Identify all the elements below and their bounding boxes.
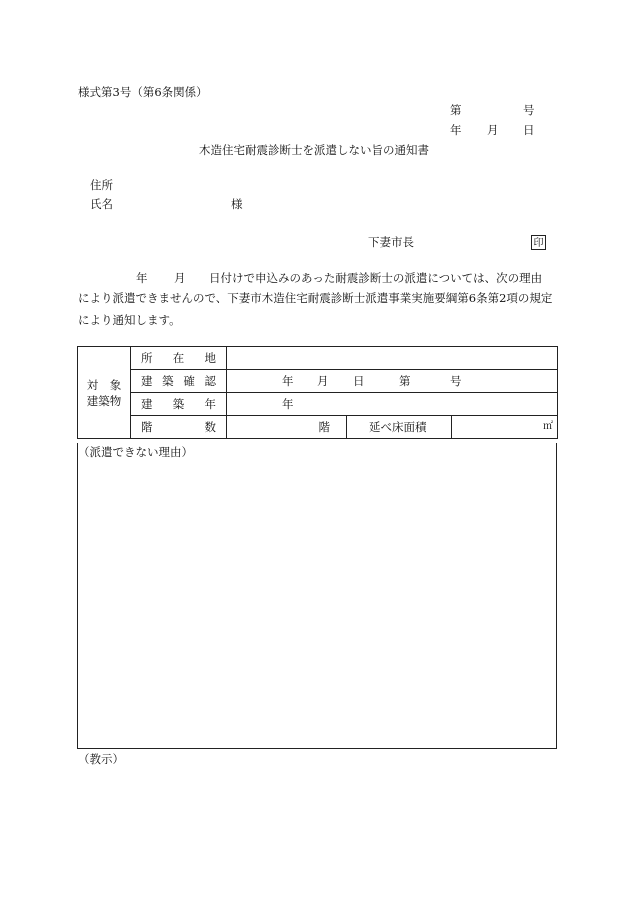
building-confirmation-value[interactable] xyxy=(227,370,558,393)
floors-label: 階 数 xyxy=(131,416,227,439)
reason-label: （派遣できない理由） xyxy=(78,445,193,459)
floor-area-label: 延べ床面積 xyxy=(347,416,452,439)
confirm-day-label: 日 xyxy=(353,374,365,388)
building-confirmation-row xyxy=(78,370,558,393)
location-row xyxy=(78,347,558,370)
location-value[interactable] xyxy=(227,347,558,370)
confirm-number-prefix: 第 xyxy=(399,374,411,388)
date-day-label: 日 xyxy=(523,123,535,137)
name-label: 氏名 xyxy=(90,197,113,211)
form-number: 様式第3号（第6条関係） xyxy=(78,85,208,99)
floors-value[interactable] xyxy=(227,416,347,439)
address-label: 住所 xyxy=(90,178,113,192)
body-text-line1: 日付けで申込みのあった耐震診断士の派遣については、次の理由 xyxy=(209,271,543,285)
document-number-prefix: 第 xyxy=(450,103,462,117)
body-text: により派遣できませんので、下妻市木造住宅耐震診断士派遣事業実施要綱第6条第2項の規定により通知します。 xyxy=(78,291,553,327)
body-month-label: 月 xyxy=(174,271,186,285)
floors-row xyxy=(78,416,558,439)
date-year-label: 年 xyxy=(450,123,462,137)
target-label-line1: 対 象 xyxy=(86,377,122,392)
floors-unit: 階 xyxy=(318,420,330,434)
target-building-label xyxy=(78,347,131,439)
reason-box[interactable] xyxy=(77,443,557,749)
construction-year-row xyxy=(78,393,558,416)
body-year-label: 年 xyxy=(136,271,148,285)
instruction-note: （教示） xyxy=(78,752,124,766)
confirm-year-label: 年 xyxy=(282,374,294,388)
floor-area-value[interactable] xyxy=(452,416,558,439)
document-title: 木造住宅耐震診断士を派遣しない旨の通知書 xyxy=(199,143,429,157)
location-label: 所 在 地 xyxy=(131,347,227,370)
built-year-label: 年 xyxy=(282,397,294,411)
confirm-month-label: 月 xyxy=(317,374,329,388)
document-number-suffix: 号 xyxy=(523,103,535,117)
confirm-number-suffix: 号 xyxy=(450,374,462,388)
date-month-label: 月 xyxy=(487,123,499,137)
honorific: 様 xyxy=(231,197,243,211)
issuer-title: 下妻市長 xyxy=(368,235,414,249)
target-label-line2: 建築物 xyxy=(86,393,122,408)
area-unit: ㎡ xyxy=(543,421,554,432)
seal-mark: 印 xyxy=(531,235,546,250)
construction-year-value[interactable] xyxy=(227,393,558,416)
building-confirmation-label: 建 築 確 認 xyxy=(131,370,227,393)
construction-year-label: 建 築 年 xyxy=(131,393,227,416)
target-building-table xyxy=(77,346,558,439)
